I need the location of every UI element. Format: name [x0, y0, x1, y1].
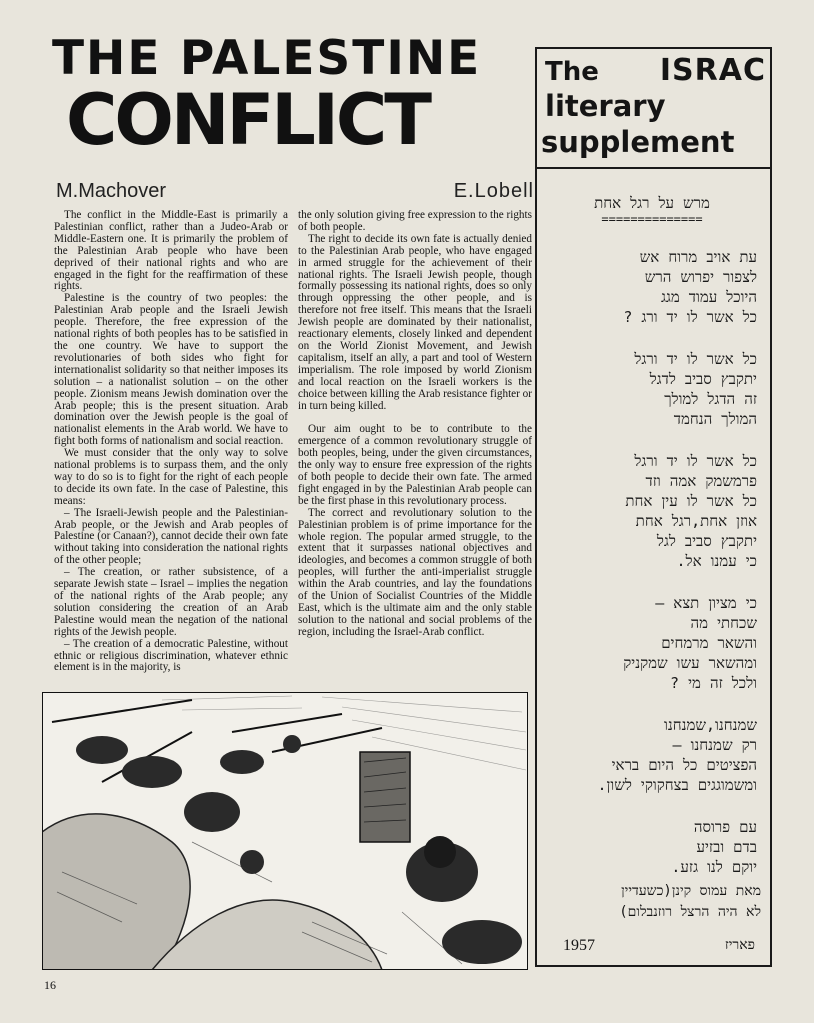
poem-stanza [547, 451, 757, 571]
poem-line: כל אשר לו עין אחת [625, 492, 757, 510]
poem-line: כל אשר לו יד ורגל [634, 350, 757, 368]
poem-line: לצפור יפרוש הרש [644, 268, 757, 286]
poem-line: אוזן אחת,רגל אחת [635, 512, 757, 530]
illustration-drawing [42, 692, 528, 970]
paragraph: – The creation of a democratic Palestine, without ethnic or religious discrimination, whatever ethnic element is in the majority, is [54, 637, 288, 674]
poem-title-rule: ============== [601, 212, 703, 226]
poem-line: והשאר מרמחים [661, 634, 757, 652]
paragraph: The right to decide its own fate is actually denied to the Palestinian Arab people, who have engaged in armed struggle for the achievement of their national rights. The Israeli Jewish people, though formally possessing its national rights, does so only through oppressing the other people, and is therefore not free itself. This means that the Israeli Jewish people are dominated by their nationalist, reactionary elements, closely linked and dependent on the World Zionist Movement, and Jewish capitalism, itself an ally, a part and tool of Western imperialism. The role imposed by world Zionism and local reaction on the Israeli workers is the choice between killing the Arab resistance fighter or in turn being killed. [298, 232, 532, 412]
credit-date-place [549, 935, 761, 957]
headline-line-2: CONFLICT [66, 79, 430, 161]
poem-line: כל אשר לו יד ורג ? [623, 308, 757, 326]
supplement-title-israc: ISRAC [659, 53, 766, 88]
author-byline [56, 180, 534, 204]
poem-line: עם פרוסה [693, 818, 757, 836]
credit-note: לא היה הרצל רוזנבלום) [619, 904, 761, 920]
poem-line: ולכל זה מי ? [670, 674, 757, 692]
paragraph: Our aim ought to be to contribute to the emergence of a common revolutionary struggle of both peoples, being, under the given circumstances, the only way to ensure free expression of the rights of both people to decide their own fate. The armed fight engaged in by the Palestinian Arab people can be the first phase in this revolutionary process. [298, 423, 532, 507]
page-number: 16 [44, 978, 56, 992]
headline-line-1: THE PALESTINE [52, 31, 482, 86]
poem-line: רק שמנחנו – [672, 736, 757, 754]
article-column-left [54, 210, 288, 674]
poem-stanza [547, 247, 757, 327]
poem-line: ומשמוגגים בצחקוקי לשון. [597, 776, 757, 794]
poem-line: שמנחנו,שמנחנו [664, 716, 757, 734]
poem-stanza [547, 593, 757, 693]
paragraph: – The Israeli-Jewish people and the Palestinian-Arab people, or the Jewish and Arab peoples of Palestine (or Canaan?), cannot decide their own fate without taking into consideration the national rights of the other people; [54, 506, 288, 567]
poem-line: זה הדגל למולך [664, 390, 757, 408]
article-column-right [298, 210, 532, 639]
literary-supplement-box [535, 47, 772, 967]
paragraph: – The creation, or rather subsistence, of a separate Jewish state – Israel – implies the negation of the national rights of the Arab people; any solution considering the creation of an Arab Palestine would mean the negation of the national rights of the Jewish people. [54, 566, 288, 638]
poem-line: היוכל עמוד מגג [660, 288, 757, 306]
poem-line: כל אשר לו יד ורגל [634, 452, 757, 470]
poem-line: יתקבץ סביב לדגל [649, 370, 757, 388]
poem-line: ומהשאר עשו שמקניק [623, 654, 757, 672]
credit-place: פאריז [724, 937, 755, 953]
credit-author: מאת עמוס קינן(כשעדיין [621, 883, 761, 899]
poem-stanza [547, 715, 757, 795]
poem-stanza [547, 349, 757, 429]
poem-line: הפציטים כל היום בראי [611, 756, 757, 774]
poem-line: בדם ובזיע [696, 838, 757, 856]
article-headline [52, 31, 532, 161]
poem-stanza [547, 817, 757, 877]
poem-line: פרמשמק אמה וזד [645, 472, 757, 490]
paragraph: The correct and revolutionary solution to the Palestinian problem is of prime importance for the whole region. The popular armed struggle, to the extent that it surpasses national objectives and ideologies, and becomes a common struggle of both peoples, will further the anti-imperialist struggle within the Arab countries, and lay the foundations of the Union of Socialist Countries of the Middle East, which is the ultimate aim and the only stable solution to the national and social problems of the region, including the Israel-Arab conflict. [298, 506, 532, 638]
poem-line: יתקבץ סביב לגל [656, 532, 757, 550]
supplement-title [537, 49, 770, 169]
paragraph: We must consider that the only way to solve national problems is to surpass them, and the only way to do so is to fight for the right of each people to decide its own fate. In the case of Palestine, this means: [54, 447, 288, 507]
credit-year: 1957 [563, 937, 595, 954]
poem-line: כי עמנו אל. [676, 552, 757, 570]
paragraph: the only solution giving free expression to the rights of both people. [298, 209, 532, 233]
paragraph: Palestine is the country of two peoples: the Palestinian Arab people and the Israeli Jewish people. Therefore, the free expression of the national rights of both peoples has to be satisfied in the one country. We have to support the revolutionaries of both sides who fight for internationalist solidarity so that neither imposes its solution – a nationalist solution – on the other people. Zionism means Jewish domination over the Arab people; this is the present situation. Arab domination over the Jewish people is the goal of nationalist elements in the Arab world. We have to fight both forms of nationalism and social reaction. [54, 292, 288, 448]
poem-title: מרש על רגל אחת [594, 194, 710, 212]
poem-credit [549, 881, 761, 957]
supplement-title-the: The [545, 57, 599, 87]
battle-illustration [42, 692, 528, 970]
poem-line: כי מציון תצא – [655, 594, 757, 612]
poem-line: המולך הנחמד [673, 410, 757, 428]
hebrew-poem [547, 193, 757, 899]
author-machover: M.Machover [56, 180, 167, 202]
poem-line: יוקם לנו גזע. [671, 858, 757, 876]
paragraph: The conflict in the Middle-East is primarily a Palestinian conflict, rather than a Judeo-Arab or Middle-Eastern one. It is primarily the problem of the Palestinian Arab people who have been deprived of their national rights and who are engaged in the fight for the reaffirmation of these rights. [54, 209, 288, 293]
supplement-title-supplement: supplement [541, 125, 735, 159]
poem-line: שכחתי מה [690, 614, 757, 632]
poem-line: עת אויב מרוח אש [639, 248, 757, 266]
supplement-title-literary: literary [545, 89, 666, 123]
author-lobell: E.Lobell [453, 180, 534, 202]
